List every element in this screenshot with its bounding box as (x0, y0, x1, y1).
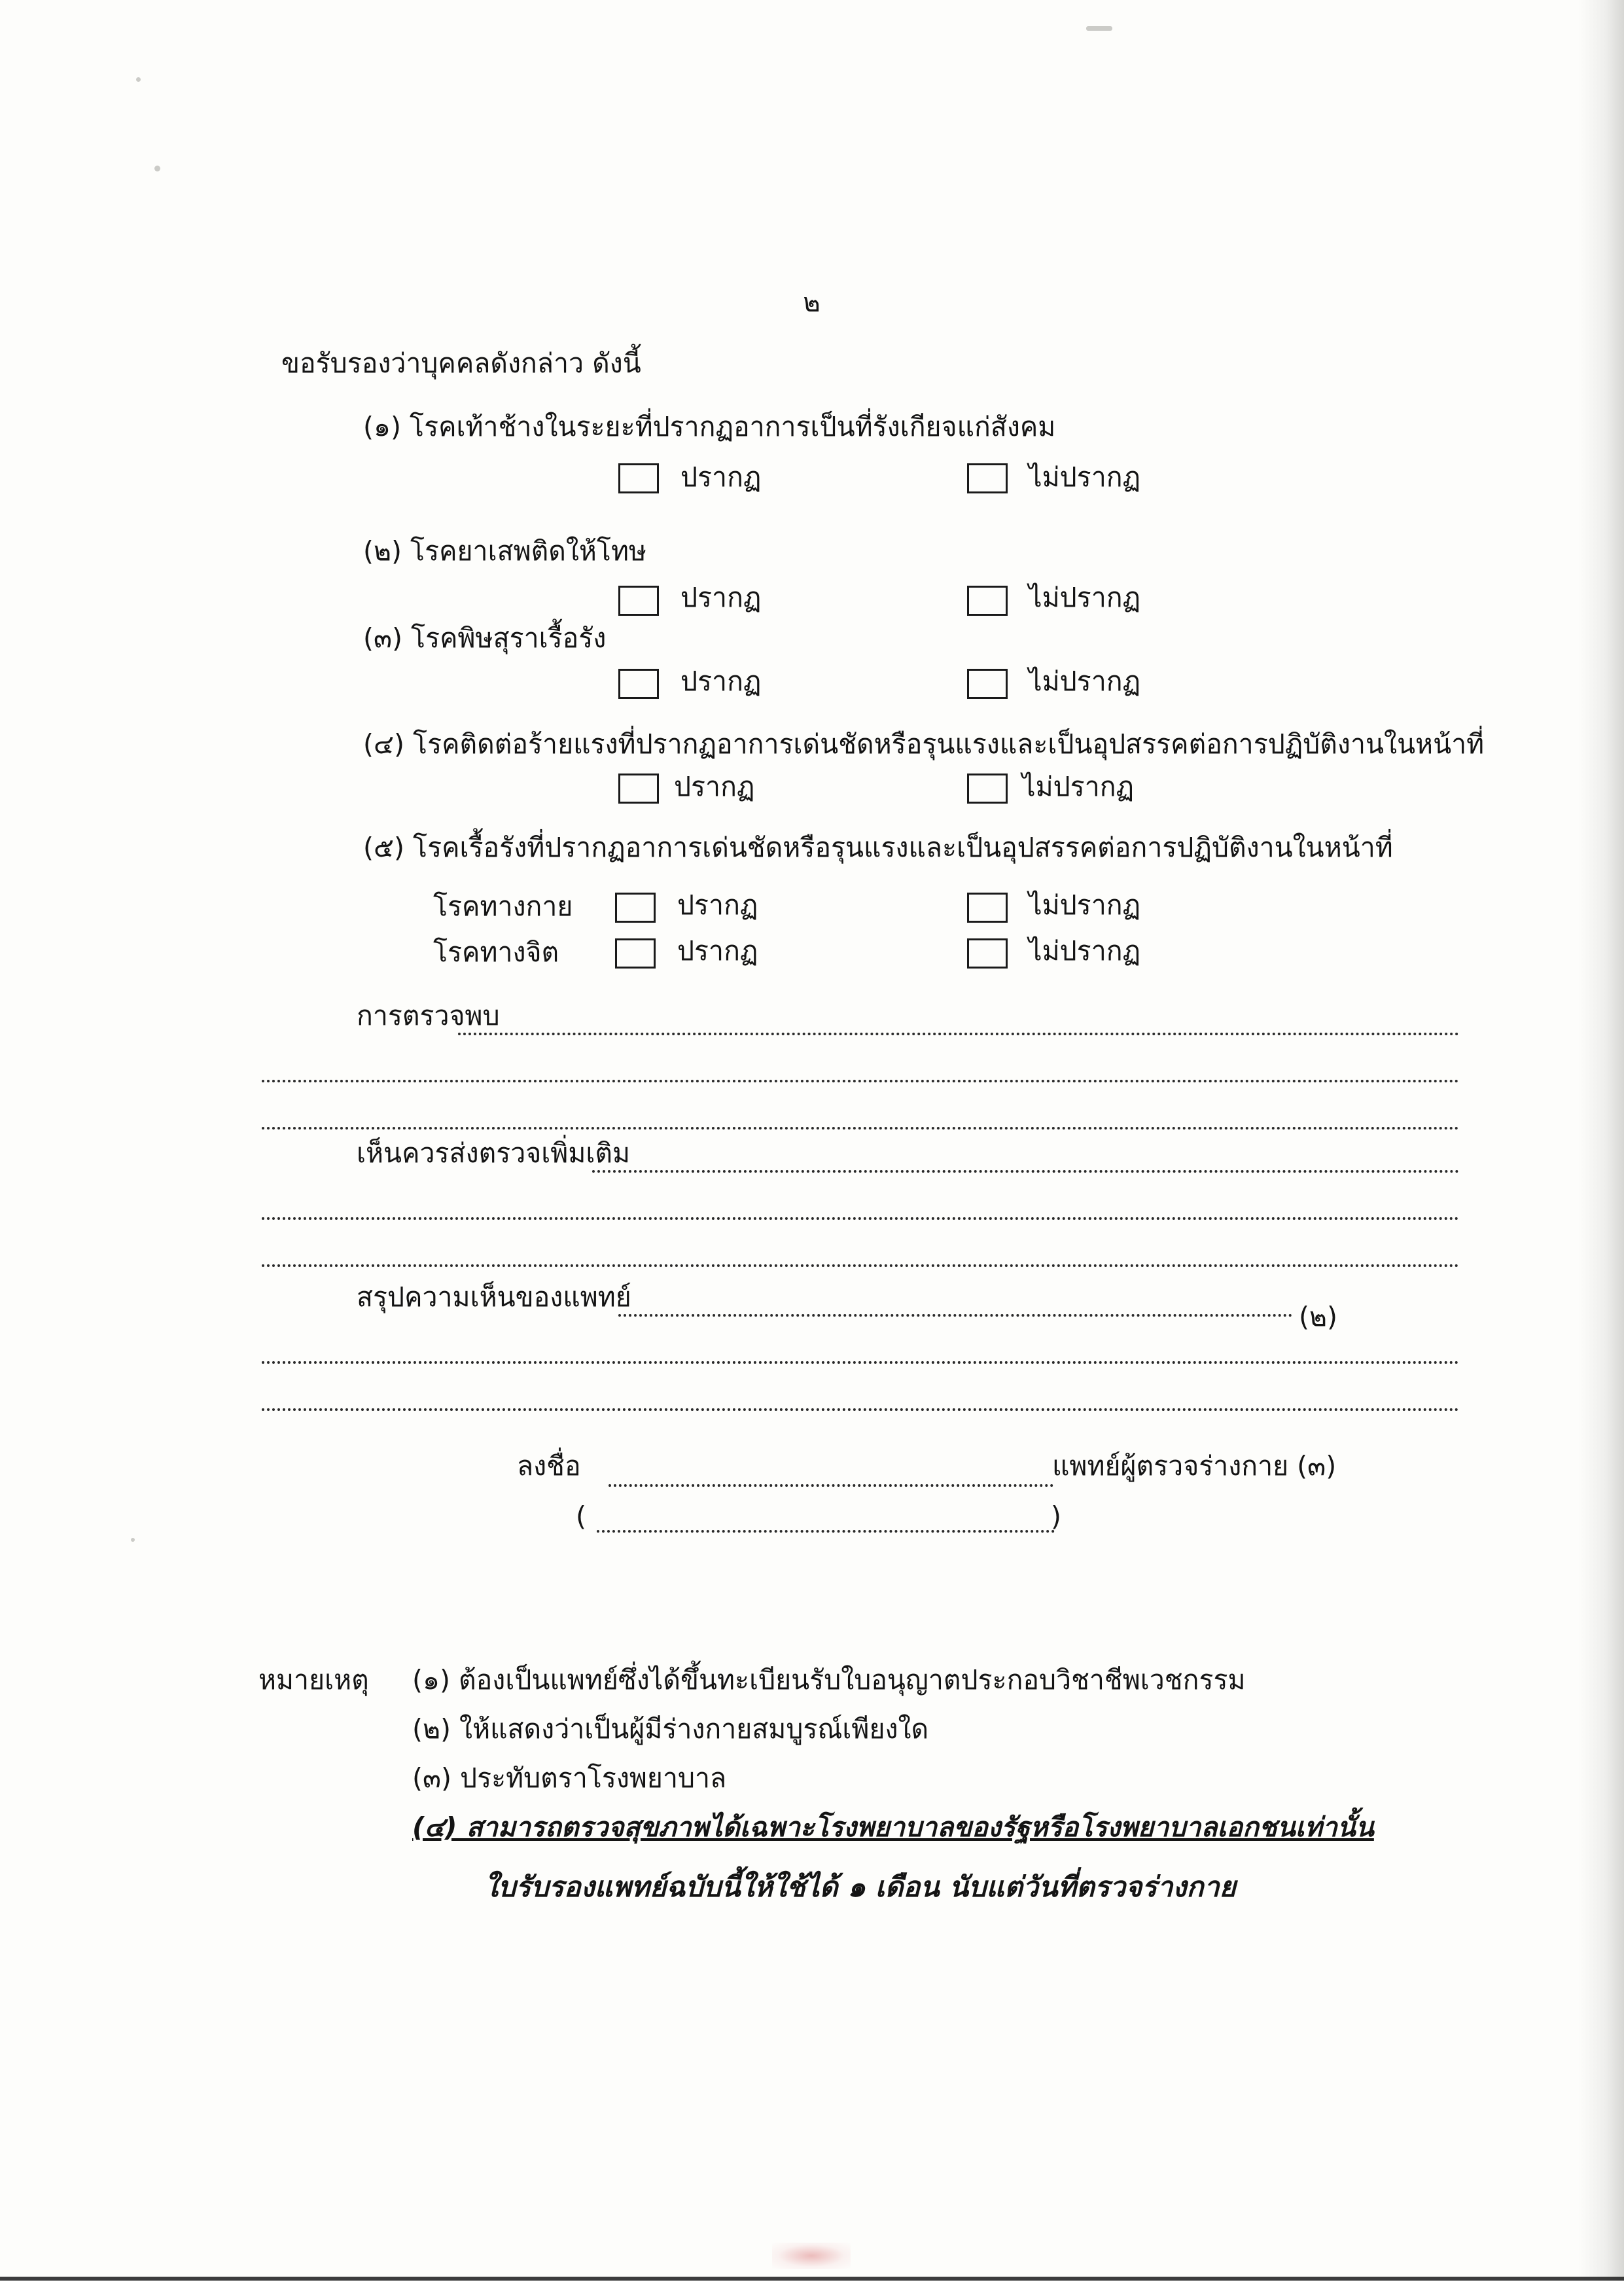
doctor-opinion-input-line-2[interactable] (262, 1361, 1459, 1364)
item-4-checkbox-yes[interactable] (618, 774, 659, 804)
item-4-label-yes: ปรากฏ (674, 771, 755, 802)
notes-footer: ใบรับรองแพทย์ฉบับนี้ให้ใช้ได้ ๑ เดือน นับแต่วันที่ตรวจร่างกาย (484, 1871, 1236, 1904)
item-3-text: (๓) โรคพิษสุราเรื้อรัง (363, 622, 607, 654)
doctor-opinion-ref: (๒) (1299, 1301, 1338, 1332)
item-2-checkbox-yes[interactable] (618, 586, 659, 616)
item-3-checkbox-no[interactable] (967, 669, 1008, 699)
item-5-mental-label-yes: ปรากฏ (677, 935, 758, 967)
item-2-text: (๒) โรคยาเสพติดให้โทษ (363, 535, 647, 567)
item-3-checkbox-yes[interactable] (618, 669, 659, 699)
item-1-checkbox-yes[interactable] (618, 463, 659, 493)
item-4-text: (๔) โรคติดต่อร้ายแรงที่ปรากฏอาการเด่นชัดหรือรุนแรงและเป็นอุปสรรคต่อการปฏิบัติงานในหน้าที่ (363, 728, 1485, 760)
signature-name-paren-open: ( (576, 1501, 586, 1532)
item-2-checkbox-no[interactable] (967, 586, 1008, 616)
item-3-label-yes: ปรากฏ (680, 666, 762, 697)
item-5-mental-label: โรคทางจิต (433, 936, 559, 968)
signature-name-paren-close: ) (1051, 1501, 1061, 1532)
item-5-mental-checkbox-no[interactable] (967, 938, 1008, 969)
item-5-physical-label-yes: ปรากฏ (677, 889, 758, 921)
signature-label: ลงชื่อ (517, 1450, 581, 1482)
signature-role: แพทย์ผู้ตรวจร่างกาย (๓) (1052, 1450, 1337, 1482)
item-3-label-no: ไม่ปรากฏ (1029, 666, 1141, 697)
notes-line-3: (๓) ประทับตราโรงพยาบาล (412, 1762, 727, 1794)
item-2-label-yes: ปรากฏ (680, 582, 762, 613)
examination-label: การตรวจพบ (357, 1000, 500, 1031)
item-5-physical-label: โรคทางกาย (433, 891, 573, 922)
item-1-text: (๑) โรคเท้าช้างในระยะที่ปรากฏอาการเป็นที่รังเกียจแก่สังคม (363, 411, 1056, 442)
further-tests-label: เห็นควรส่งตรวจเพิ่มเติม (357, 1137, 631, 1169)
further-tests-input-line-1[interactable] (592, 1170, 1459, 1173)
notes-line-1: (๑) ต้องเป็นแพทย์ซึ่งได้ขึ้นทะเบียนรับใบอนุญาตประกอบวิชาชีพเวชกรรม (412, 1664, 1246, 1696)
item-1-checkbox-no[interactable] (967, 463, 1008, 493)
further-tests-input-line-2[interactable] (262, 1217, 1459, 1220)
item-5-mental-checkbox-yes[interactable] (615, 938, 656, 969)
examination-input-line-3[interactable] (262, 1127, 1459, 1130)
notes-line-2: (๒) ให้แสดงว่าเป็นผู้มีร่างกายสมบูรณ์เพียงใด (412, 1713, 929, 1745)
notes-heading: หมายเหตุ (258, 1664, 369, 1696)
signature-name-input-line[interactable] (597, 1530, 1055, 1533)
doctor-opinion-input-line-1[interactable] (618, 1314, 1292, 1317)
examination-input-line-1[interactable] (458, 1033, 1459, 1035)
item-2-label-no: ไม่ปรากฏ (1029, 582, 1141, 613)
signature-input-line[interactable] (609, 1484, 1053, 1487)
doctor-opinion-input-line-3[interactable] (262, 1408, 1459, 1411)
item-5-text: (๕) โรคเรื้อรังที่ปรากฏอาการเด่นชัดหรือรุนแรงและเป็นอุปสรรคต่อการปฏิบัติงานในหน้าที่ (363, 832, 1393, 863)
item-1-label-yes: ปรากฏ (680, 461, 762, 493)
item-5-mental-label-no: ไม่ปรากฏ (1029, 935, 1141, 967)
item-4-checkbox-no[interactable] (967, 774, 1008, 804)
item-4-label-no: ไม่ปรากฏ (1022, 771, 1135, 802)
page-number: ๒ (803, 288, 821, 318)
intro-text: ขอรับรองว่าบุคคลดังกล่าว ดังนี้ (281, 347, 641, 379)
examination-input-line-2[interactable] (262, 1080, 1459, 1082)
further-tests-input-line-3[interactable] (262, 1264, 1459, 1267)
notes-line-4: (๔) สามารถตรวจสุขภาพได้เฉพาะโรงพยาบาลของรัฐหรือโรงพยาบาลเอกชนเท่านั้น (412, 1811, 1374, 1843)
doctor-opinion-label: สรุปความเห็นของแพทย์ (357, 1281, 631, 1313)
item-1-label-no: ไม่ปรากฏ (1029, 461, 1141, 493)
item-5-physical-checkbox-no[interactable] (967, 893, 1008, 923)
item-5-physical-checkbox-yes[interactable] (615, 893, 656, 923)
item-5-physical-label-no: ไม่ปรากฏ (1029, 889, 1141, 921)
